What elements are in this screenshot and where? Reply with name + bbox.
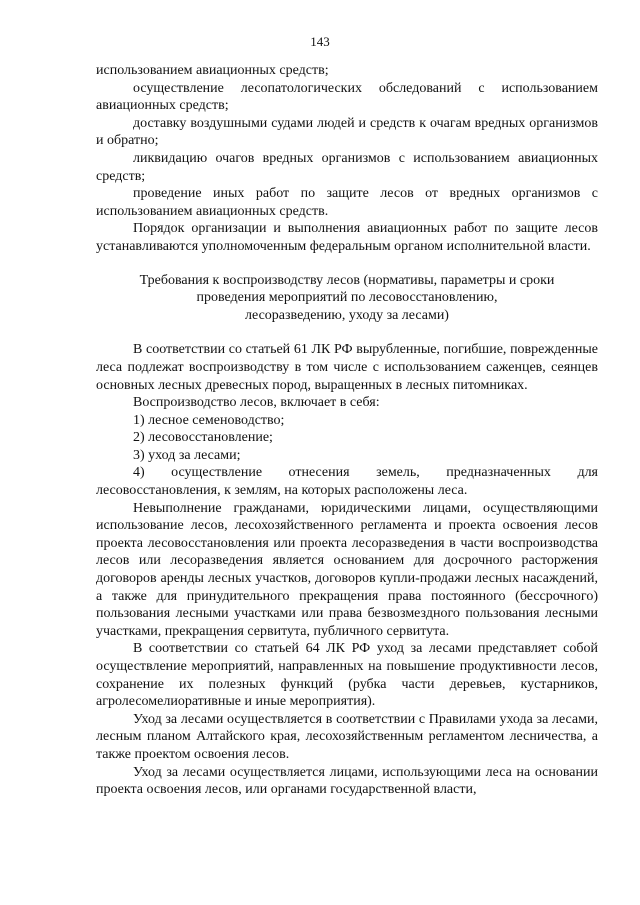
paragraph: Уход за лесами осуществляется лицами, использующими леса на основании проекта освоения лесов, или органами государственной власти,	[96, 764, 598, 798]
paragraph: Порядок организации и выполнения авиационных работ по защите лесов устанавливаются уполномоченным федеральным органом исполнительной власти.	[96, 221, 598, 254]
paragraph: проведение иных работ по защите лесов от вредных организмов с использованием авиационных средств.	[96, 186, 598, 219]
section-heading-line: проведения мероприятий по лесовосстановлению,	[196, 290, 498, 306]
list-item: 4) осуществление отнесения земель, предназначенных для лесовосстановления, к землям, на которых расположены леса.	[96, 465, 598, 499]
paragraph: доставку воздушными судами людей и средств к очагам вредных организмов и обратно;	[96, 115, 598, 149]
list-item: 3) уход за лесами;	[133, 447, 241, 463]
section-heading	[96, 272, 598, 325]
document-body	[96, 62, 598, 799]
list-item: 1) лесное семеноводство;	[133, 412, 285, 428]
paragraph: Воспроизводство лесов, включает в себя:	[133, 395, 380, 411]
paragraph: В соответствии со статьей 64 ЛК РФ уход за лесами представляет собой осуществление мероприятий, направленных на повышение продуктивности лесов, сохранение их полезных функций (рубка части деревьев, кустарников, агролесомелиоративные и иные мероприятия).	[96, 641, 598, 710]
paragraph: осуществление лесопатологических обследований с использованием авиационных средств;	[96, 80, 598, 114]
paragraph: В соответствии со статьей 61 ЛК РФ вырубленные, погибшие, поврежденные леса подлежат воспроизводству в том числе с использованием саженцев, сеянцев основных лесных древесных пород, выращенных в лесных питомниках.	[96, 342, 598, 393]
paragraph: Уход за лесами осуществляется в соответствии с Правилами ухода за лесами, лесным планом Алтайского края, лесохозяйственным регламентом лесничества, а также проектом освоения лесов.	[96, 711, 598, 762]
section-heading-line: лесоразведению, уходу за лесами)	[245, 307, 449, 323]
section-heading-line: Требования к воспроизводству лесов (нормативы, параметры и сроки	[139, 272, 555, 288]
page-number: 143	[310, 34, 330, 49]
paragraph: использованием авиационных средств;	[96, 63, 329, 78]
list-item: 2) лесовосстановление;	[133, 430, 273, 446]
paragraph: ликвидацию очагов вредных организмов с использованием авиационных средств;	[96, 150, 598, 184]
paragraph: Невыполнение гражданами, юридическими лицами, осуществляющими использование лесов, лесохозяйственного регламента и проекта освоения лесов проекта лесовосстановления или проекта лесоразведения в части воспроизводства лесов или лесоразведения является основанием для досрочного расторжения договоров аренды лесных участков, договоров купли-продажи лесных насаждений, а также для принудительного прекращения права постоянного (бессрочного) пользования лесными участками или права безвозмездного пользования лесными участками, прекращения сервитута, публичного сервитута.	[96, 500, 598, 639]
